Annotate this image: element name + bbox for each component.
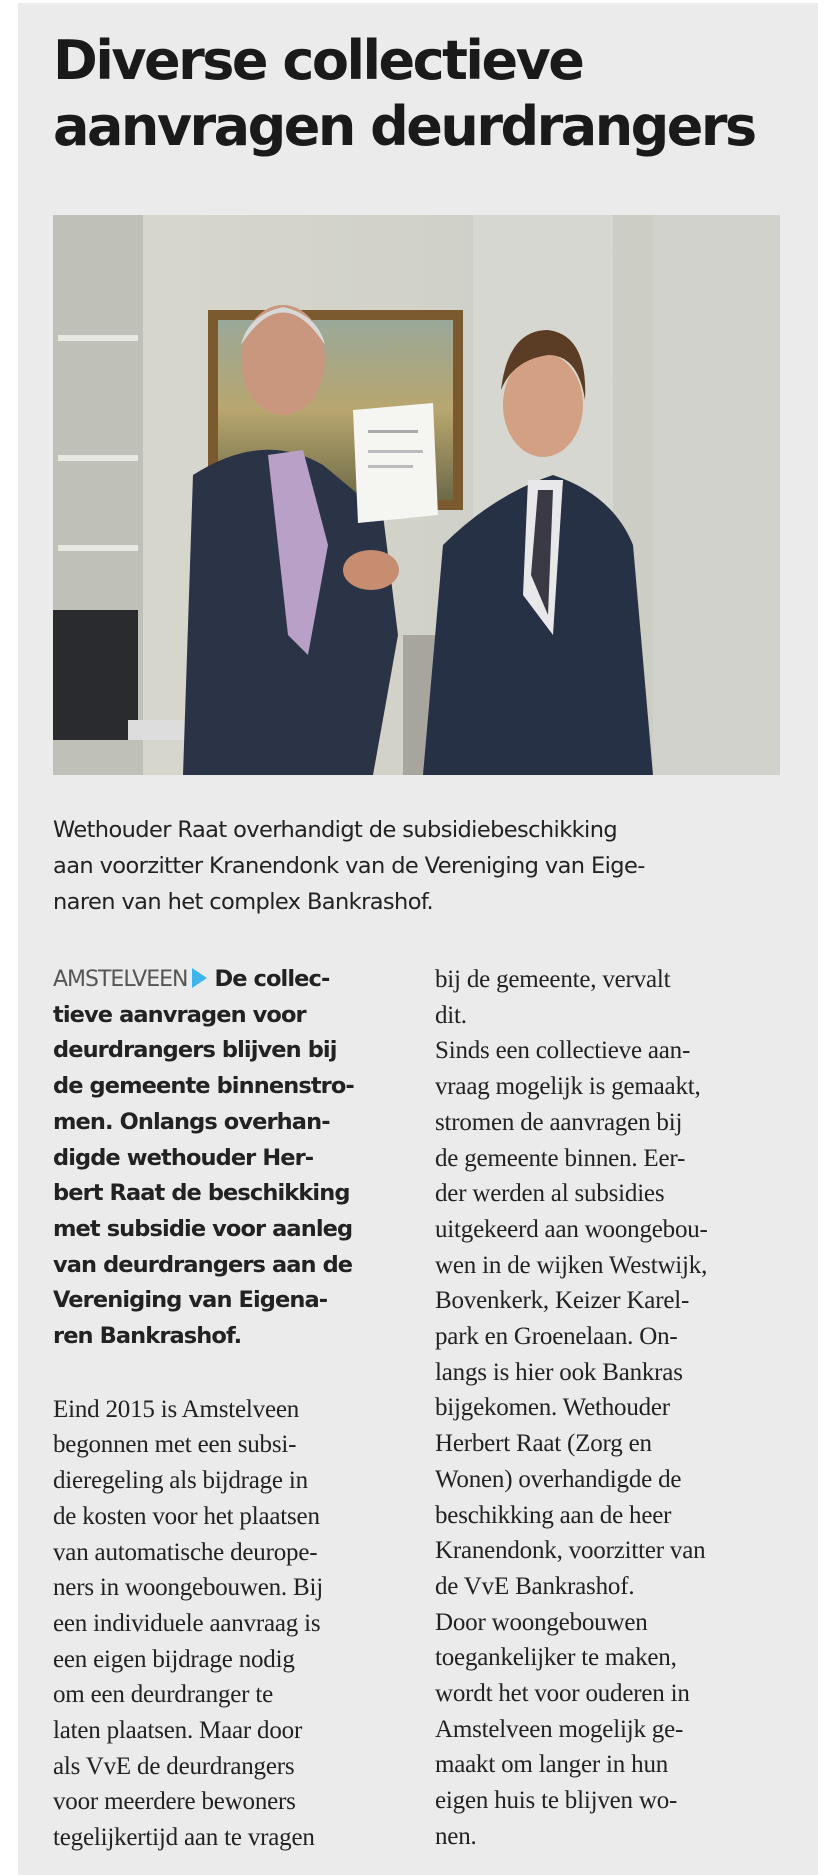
title-line: Diverse collectieve (53, 29, 583, 92)
body-line: tegelijkertijd aan te vragen (53, 1824, 315, 1852)
title-line: aanvragen deurdrangers (53, 95, 755, 158)
lead-line: van deurdrangers aan de (53, 1251, 353, 1278)
body-line: voor meerdere bewoners (53, 1788, 296, 1816)
lead-line: digde wethouder Her- (53, 1144, 314, 1171)
body-line: de kosten voor het plaatsen (53, 1502, 320, 1530)
body-line: Door woongebouwen (435, 1608, 648, 1636)
triangle-arrow-icon (192, 968, 207, 988)
body-line: dit. (435, 1001, 467, 1029)
body-line: een individuele aanvraag is (53, 1609, 321, 1637)
article-column-left (53, 962, 393, 1856)
body-line: bij de gemeente, vervalt (435, 966, 671, 993)
article-photo (53, 215, 780, 775)
body-line: Eind 2015 is Amstelveen (53, 1395, 300, 1423)
body-line: uitgekeerd aan woongebou- (435, 1215, 708, 1243)
photo-handshake-image (53, 215, 780, 775)
lead-line: bert Raat de beschikking (53, 1180, 350, 1207)
lead-line: men. Onlangs overhan- (53, 1108, 330, 1135)
body-line: beschikking aan de heer (435, 1501, 672, 1529)
body-line: van automatische deurope- (53, 1538, 318, 1566)
body-line: een eigen bijdrage nodig (53, 1645, 295, 1673)
body-line: dieregeling als bijdrage in (53, 1467, 308, 1495)
lead-line: Vereniging van Eigena- (53, 1287, 328, 1314)
body-line: maakt om langer in hun (435, 1751, 669, 1779)
lead-first-line (53, 962, 393, 998)
article-column-right (435, 962, 785, 1855)
dateline: AMSTELVEEN (53, 967, 188, 992)
body-line: ners in woongebouwen. Bij (53, 1574, 323, 1602)
photo-caption (53, 812, 793, 920)
lead-line: met subsidie voor aanleg (53, 1215, 353, 1242)
body-line: Herbert Raat (Zorg en (435, 1430, 652, 1458)
body-line: als VvE de deurdrangers (53, 1752, 295, 1780)
caption-line: Wethouder Raat overhandigt de subsidiebeschikking (53, 817, 618, 843)
body-line: om een deurdranger te (53, 1681, 273, 1709)
body-line: der werden al subsidies (435, 1180, 665, 1208)
caption-line: naren van het complex Bankrashof. (53, 889, 434, 915)
body-line: Kranendonk, voorzitter van (435, 1537, 706, 1565)
body-line: toegankelijker te maken, (435, 1644, 677, 1672)
lead-line: tieve aanvragen voor (53, 1001, 306, 1028)
article-title (53, 28, 793, 160)
body-line: wordt het voor ouderen in (435, 1680, 690, 1708)
body-line: Sinds een collectieve aan- (435, 1037, 691, 1065)
body-line: de gemeente binnen. Eer- (435, 1144, 686, 1172)
body-line: Wonen) overhandigde de (435, 1465, 682, 1493)
body-line: Bovenkerk, Keizer Karel- (435, 1287, 690, 1315)
body-line: bijgekomen. Wethouder (435, 1394, 670, 1422)
body-line: langs is hier ook Bankras (435, 1358, 683, 1386)
lead-line: deurdrangers blijven bij (53, 1037, 337, 1064)
body-line: begonnen met een subsi- (53, 1431, 297, 1459)
body-line: vraag mogelijk is gemaakt, (435, 1073, 701, 1101)
body-line: eigen huis te blijven wo- (435, 1787, 678, 1815)
lead-text: De collec- (214, 966, 330, 992)
body-line: laten plaatsen. Maar door (53, 1717, 303, 1745)
body-line: nen. (435, 1822, 477, 1850)
body-line: stromen de aanvragen bij (435, 1108, 683, 1136)
caption-line: aan voorzitter Kranendonk van de Vereniging van Eige- (53, 853, 645, 879)
body-line: de VvE Bankrashof. (435, 1572, 635, 1600)
body-line: park en Groenelaan. On- (435, 1323, 678, 1351)
lead-line: de gemeente binnenstro- (53, 1073, 354, 1100)
body-line: wen in de wijken Westwijk, (435, 1251, 708, 1279)
body-line: Amstelveen mogelijk ge- (435, 1715, 684, 1743)
lead-line: ren Bankrashof. (53, 1323, 242, 1350)
